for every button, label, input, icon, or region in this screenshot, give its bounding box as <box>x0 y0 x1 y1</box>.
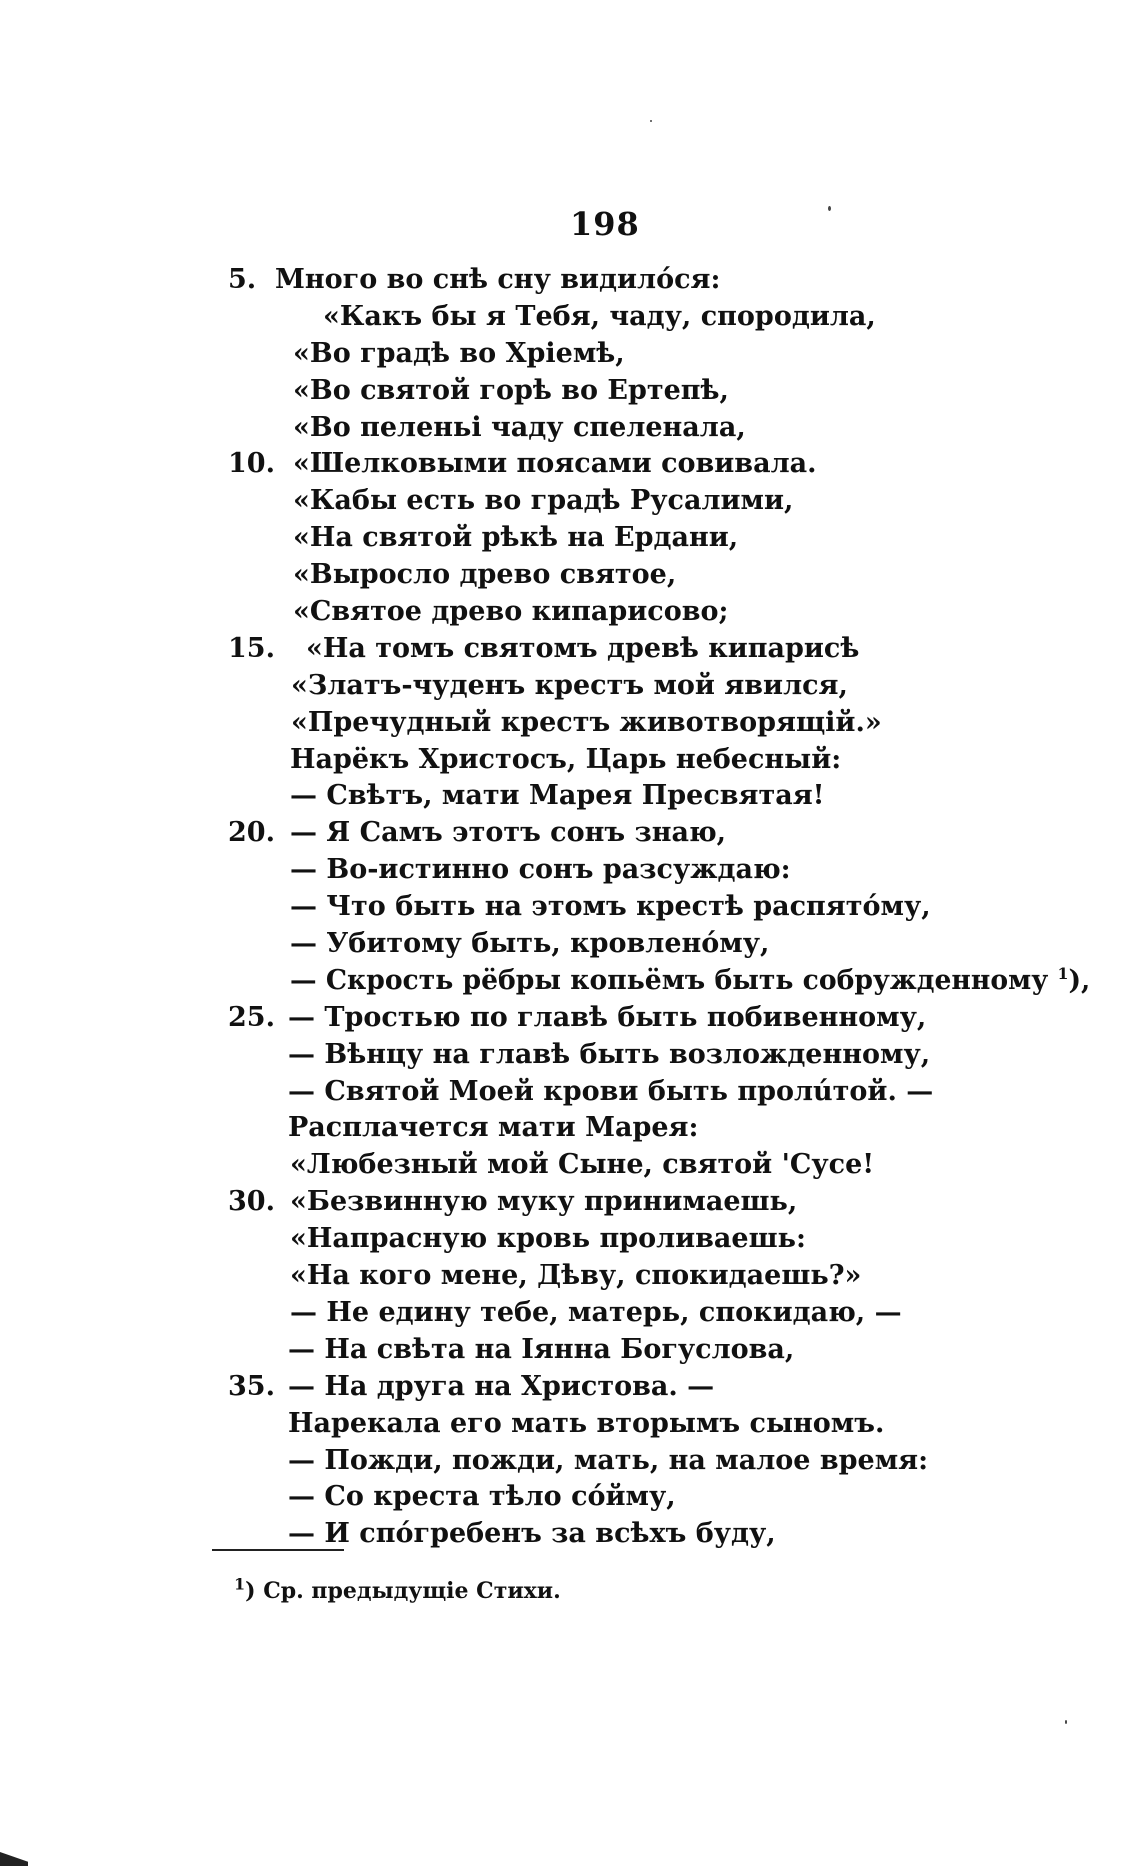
verse-line <box>0 1295 1140 1332</box>
verse-line <box>0 668 1140 705</box>
verse-text <box>288 1369 714 1405</box>
verse-line <box>0 705 1140 742</box>
verse-text-content: «Во святой горѣ во Ертепѣ, <box>293 374 729 406</box>
verse-trailing-punctuation: ), <box>1068 964 1091 996</box>
verse-text <box>288 1037 930 1073</box>
verse-text <box>290 1184 797 1220</box>
verse-line <box>0 299 1140 336</box>
verse-text <box>293 373 729 409</box>
verse-text <box>290 1147 874 1183</box>
verse-number: 35. <box>228 1370 275 1402</box>
verse-text <box>290 778 825 814</box>
verse-text-content: — Вѣнцу на главѣ быть возложденному, <box>288 1038 931 1070</box>
verse-text-content: — Убитому быть, кровленóму, <box>290 928 770 960</box>
verse-number: 25. <box>228 1001 275 1033</box>
footnote <box>234 1574 561 1604</box>
page-number: 198 <box>570 205 640 243</box>
verse-text-content: «Кабы есть во градѣ Русалими, <box>293 485 794 517</box>
verse-line <box>0 742 1140 779</box>
verse-text <box>293 557 676 593</box>
scan-corner-mark <box>0 1852 28 1866</box>
verse-text <box>290 1258 861 1294</box>
verse-line <box>0 1147 1140 1184</box>
scan-speck <box>828 206 831 211</box>
verse-text <box>293 520 738 556</box>
verse-text-content: «Напрасную кровь проливаешь: <box>290 1223 806 1255</box>
verse-line <box>0 520 1140 557</box>
verse-line <box>0 483 1140 520</box>
verse-text <box>290 1221 806 1257</box>
verse-text <box>288 1074 933 1110</box>
verse-number: 15. <box>228 632 275 664</box>
verse-text-content: — Что быть на этомъ крестѣ распятóму, <box>290 891 931 923</box>
verse-text <box>293 446 817 482</box>
verse-text-content: «На томъ святомъ древѣ кипарисѣ <box>306 632 860 664</box>
verse-line <box>0 1221 1140 1258</box>
verse-text <box>291 705 882 741</box>
verse-text-content: — Я Самъ этотъ сонъ знаю, <box>290 817 727 849</box>
verse-text <box>288 1516 776 1552</box>
verse-line <box>0 1074 1140 1111</box>
verse-text <box>288 1406 884 1442</box>
footnote-reference: 1 <box>1057 963 1069 983</box>
verse-text <box>288 1110 698 1146</box>
verse-text-content: «Пречудный крестъ животворящій.» <box>291 706 882 738</box>
verse-line <box>0 446 1140 483</box>
verse-text <box>323 299 876 335</box>
verse-text <box>290 963 1090 999</box>
verse-line <box>0 631 1140 668</box>
verse-text-content: «Златъ-чуденъ крестъ мой явился, <box>291 669 848 701</box>
verse-line <box>0 1258 1140 1295</box>
verse-line <box>0 889 1140 926</box>
verse-line <box>0 1110 1140 1147</box>
verse-text <box>291 668 848 704</box>
verse-line <box>0 778 1140 815</box>
verse-line <box>0 262 1140 299</box>
verse-line <box>0 852 1140 889</box>
verse-text <box>275 262 720 298</box>
verse-line <box>0 1406 1140 1443</box>
verse-text-content: — И спóгребенъ за всѣхъ буду, <box>288 1518 776 1550</box>
verse-number: 30. <box>228 1186 275 1218</box>
verse-text-content: Расплачется мати Марея: <box>288 1112 699 1144</box>
verse-line <box>0 1443 1140 1480</box>
verse-text <box>290 926 769 962</box>
footnote-marker: 1 <box>234 1574 246 1594</box>
verse-block <box>0 262 1140 1553</box>
scan-speck <box>1065 1720 1067 1724</box>
verse-text-content: — Скрость рёбры копьёмъ быть собружденному <box>290 964 1049 996</box>
verse-line <box>0 336 1140 373</box>
verse-text-content: «Безвинную муку принимаешь, <box>290 1186 798 1218</box>
verse-text-content: — Во-истинно сонъ разсуждаю: <box>290 854 791 886</box>
verse-text-content: «Святое древо кипарисово; <box>293 596 729 628</box>
verse-text-content: «Во градѣ во Хріемѣ, <box>293 337 625 369</box>
verse-text <box>290 1295 902 1331</box>
verse-text-content: — Пожди, пожди, мать, на малое время: <box>288 1444 929 1476</box>
verse-text-content: — Не едину тебе, матерь, спокидаю, — <box>290 1296 902 1328</box>
footnote-text: ) Ср. предыдущіе Стихи. <box>245 1578 561 1604</box>
footnote-divider <box>212 1549 344 1551</box>
verse-text-content: — На свѣта на Іянна Богуслова, <box>288 1333 795 1365</box>
verse-line <box>0 1000 1140 1037</box>
verse-line <box>0 1479 1140 1516</box>
verse-line <box>0 594 1140 631</box>
verse-text <box>293 483 793 519</box>
verse-line <box>0 815 1140 852</box>
verse-line <box>0 926 1140 963</box>
scan-speck <box>650 120 652 122</box>
verse-number: 20. <box>228 817 275 849</box>
verse-line <box>0 373 1140 410</box>
verse-line <box>0 410 1140 447</box>
verse-text <box>293 594 728 630</box>
verse-text <box>293 410 746 446</box>
verse-text <box>290 852 791 888</box>
verse-text <box>288 1332 794 1368</box>
verse-text-content: — Свѣтъ, мати Марея Пресвятая! <box>290 780 825 812</box>
verse-text <box>288 1479 676 1515</box>
verse-text-content: Нарёкъ Христосъ, Царь небесный: <box>290 743 842 775</box>
verse-text <box>288 1443 928 1479</box>
verse-text-content: «На кого мене, Дѣву, спокидаешь?» <box>290 1260 862 1292</box>
verse-text-content: «На святой рѣкѣ на Ердани, <box>293 522 739 554</box>
verse-text-content: «Любезный мой Сыне, святой 'Сусе! <box>290 1149 875 1181</box>
verse-line <box>0 1332 1140 1369</box>
verse-text-content: — Святой Моей крови быть пролúтой. — <box>288 1075 934 1107</box>
verse-line <box>0 1184 1140 1221</box>
verse-line <box>0 1037 1140 1074</box>
verse-text <box>290 742 841 778</box>
verse-text <box>306 631 859 667</box>
verse-text-content: — Тростью по главѣ быть побивенному, <box>288 1001 927 1033</box>
verse-text-content: Нарекала его мать вторымъ сыномъ. <box>288 1407 885 1439</box>
verse-text-content: «Какъ бы я Тебя, чаду, спородила, <box>323 300 876 332</box>
verse-text-content: Много во снѣ сну видилóся: <box>275 264 721 295</box>
verse-number: 5. <box>228 264 257 295</box>
verse-line <box>0 557 1140 594</box>
verse-line <box>0 1516 1140 1553</box>
verse-text <box>293 336 625 372</box>
verse-line <box>0 963 1140 1000</box>
verse-line <box>0 1369 1140 1406</box>
verse-text-content: — На друга на Христова. — <box>288 1370 715 1402</box>
verse-text-content: «Выросло древо святое, <box>293 559 677 591</box>
verse-text-content: — Со креста тѣло сóйму, <box>288 1481 676 1513</box>
verse-text-content: «Шелковыми поясами совивала. <box>293 448 817 480</box>
verse-text <box>290 889 931 925</box>
verse-number: 10. <box>228 448 275 480</box>
verse-text <box>290 815 726 851</box>
verse-text <box>288 1000 926 1036</box>
verse-text-content: «Во пеленьі чаду спеленала, <box>293 411 746 443</box>
